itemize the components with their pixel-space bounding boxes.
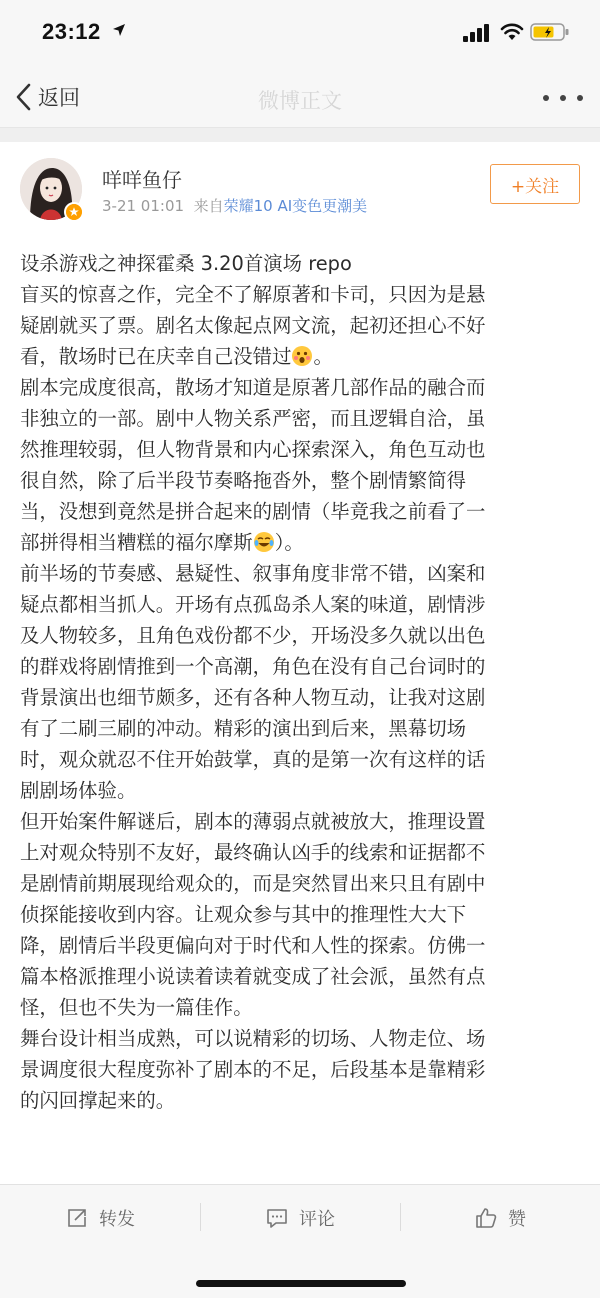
post-body <box>20 248 586 1116</box>
post-line: 背景演出也细节颇多，还有各种人物互动，让我对这剧 <box>20 686 486 709</box>
post-line: 很自然，除了后半段节奏略拖沓外，整个剧情繁简得 <box>20 469 466 492</box>
post-line: 篇本格派推理小说读着读着就变成了社会派，虽然有点 <box>20 965 486 988</box>
post-line-suffix: 。 <box>313 345 333 368</box>
source-link[interactable]: 荣耀10 AI变色更潮美 <box>223 197 368 215</box>
emoji-laugh-cry-icon <box>253 531 275 553</box>
comment-icon <box>265 1206 289 1230</box>
like-icon <box>474 1206 498 1230</box>
battery-icon <box>530 22 570 42</box>
more-icon[interactable] <box>543 88 583 108</box>
post-card <box>0 142 600 1184</box>
home-area <box>0 1250 600 1298</box>
post-line: 怪，但也不失为一篇佳作。 <box>20 996 253 1019</box>
post-line: 当，没想到竟然是拼合起来的剧情（毕竟我之前看了一 <box>20 500 486 523</box>
post-line: 剧本完成度很高，散场才知道是原著几部作品的融合而 <box>20 376 486 399</box>
like-button[interactable] <box>400 1185 600 1250</box>
post-line: 有了二刷三刷的冲动。精彩的演出到后来，黑幕切场 <box>20 717 466 740</box>
wifi-icon <box>500 22 524 42</box>
post-line: 盲买的惊喜之作，完全不了解原著和卡司，只因为是悬 <box>20 283 486 306</box>
signal-icon <box>463 24 491 42</box>
post-line: 疑剧就买了票。剧名太像起点网文流，起初还担心不好 <box>20 314 486 337</box>
post-line-text: 看，散场时已在庆幸自己没错过 <box>20 345 292 368</box>
post-line: 的群戏将剧情推到一个高潮，角色在没有自己台词时的 <box>20 655 486 678</box>
post-line: 及人物较多，且角色戏份都不少，开场没多久就以出色 <box>20 624 486 647</box>
post-line: 设杀游戏之神探霍桑 3.20首演场 repo <box>20 252 352 275</box>
like-label: 赞 <box>508 1208 526 1230</box>
post-line: 非独立的一部。剧中人物关系严密，而且逻辑自洽，虽 <box>20 407 486 430</box>
post-line-text: 部拼得相当糟糕的福尔摩斯 <box>20 531 253 554</box>
post-meta <box>102 195 367 216</box>
post-line: 降，剧情后半段更偏向对于时代和人性的探索。仿佛一 <box>20 934 486 957</box>
back-label: 返回 <box>38 86 80 110</box>
verified-badge-icon <box>64 202 84 222</box>
post-line: 是剧情前期展现给观众的，而是突然冒出来只且有剧中 <box>20 872 486 895</box>
post-line: 的闪回撑起来的。 <box>20 1089 176 1112</box>
post-line <box>20 527 586 558</box>
post-line <box>20 341 586 372</box>
repost-button[interactable] <box>0 1185 200 1250</box>
post-line: 舞台设计相当成熟，可以说精彩的切场、人物走位、场 <box>20 1027 486 1050</box>
nav-bar <box>0 66 600 128</box>
repost-icon <box>65 1206 89 1230</box>
post-line: 但开始案件解谜后，剧本的薄弱点就被放大，推理设置 <box>20 810 486 833</box>
post-line: 侦探能接收到内容。让观众参与其中的推理性大大下 <box>20 903 466 926</box>
repost-label: 转发 <box>99 1208 135 1230</box>
status-time: 23:12 <box>42 19 101 44</box>
section-divider <box>0 128 600 142</box>
page-title: 微博正文 <box>258 89 342 113</box>
emoji-shocked-icon <box>291 345 313 367</box>
post-line: 剧剧场体验。 <box>20 779 137 802</box>
post-line: 景调度很大程度弥补了剧本的不足，后段基本是靠精彩 <box>20 1058 486 1081</box>
action-bar <box>0 1184 600 1250</box>
post-line: 前半场的节奏感、悬疑性、叙事角度非常不错，凶案和 <box>20 562 486 585</box>
post-line: 疑点都相当抓人。开场有点孤岛杀人案的味道，剧情涉 <box>20 593 486 616</box>
comment-button[interactable] <box>200 1185 400 1250</box>
post-timestamp: 3-21 01:01 <box>102 197 185 215</box>
follow-button[interactable]: +关注 <box>490 164 580 204</box>
post-line: 时，观众就忍不住开始鼓掌，真的是第一次有这样的话 <box>20 748 486 771</box>
post-line: 上对观众特别不友好，最终确认凶手的线索和证据都不 <box>20 841 486 864</box>
source-prefix: 来自 <box>193 197 224 215</box>
status-bar <box>0 0 600 66</box>
post-line-suffix: ）。 <box>274 531 304 554</box>
home-indicator[interactable] <box>196 1280 406 1287</box>
author-name[interactable]: 咩咩鱼仔 <box>102 168 182 192</box>
post-line: 然推理较弱，但人物背景和内心探索深入，角色互动也 <box>20 438 486 461</box>
location-arrow-icon <box>112 23 126 37</box>
comment-label: 评论 <box>299 1208 335 1230</box>
